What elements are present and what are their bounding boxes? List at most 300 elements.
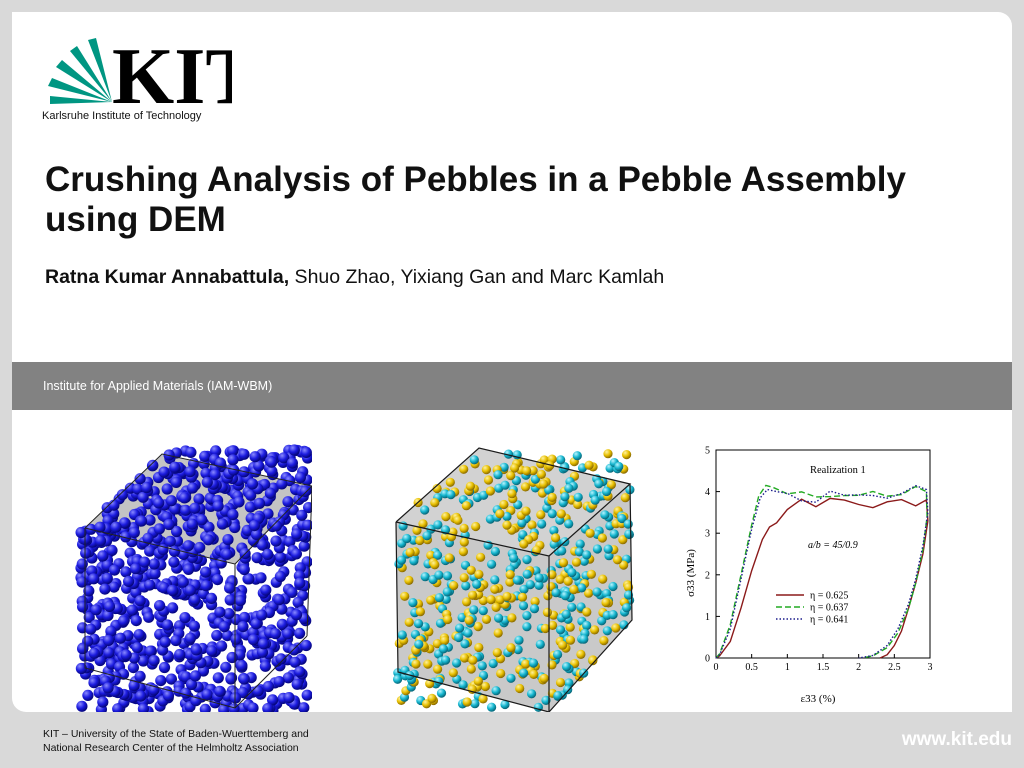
pebble: [574, 493, 583, 502]
pebble: [622, 450, 631, 459]
pebble: [536, 640, 545, 649]
pebble: [80, 548, 91, 559]
pebble: [509, 554, 518, 563]
pebble: [291, 548, 302, 559]
pebble: [507, 613, 516, 622]
pebble: [274, 594, 285, 605]
pebble: [212, 574, 223, 585]
pebble: [598, 533, 607, 542]
y-tick-label: 0: [705, 653, 710, 665]
pebble: [519, 669, 528, 678]
stress-strain-chart: [680, 440, 950, 710]
pebble: [622, 603, 631, 612]
pebble: [239, 564, 250, 575]
pebble: [275, 552, 286, 563]
pebble: [586, 529, 595, 538]
pebble: [88, 573, 99, 584]
logo-subtitle: Karlsruhe Institute of Technology: [42, 110, 202, 122]
pebble: [189, 503, 200, 514]
pebble: [103, 682, 114, 693]
authors: [45, 266, 664, 289]
pebble: [487, 595, 496, 604]
pebble: [217, 518, 228, 529]
pebble: [624, 520, 633, 529]
pebble: [430, 560, 439, 569]
x-tick-label: 1: [784, 662, 790, 673]
slide-title: Crushing Analysis of Pebbles in a Pebble Assembly using DEM: [45, 160, 906, 239]
pebble: [614, 462, 623, 471]
pebble: [608, 582, 617, 591]
pebble: [183, 564, 194, 575]
pebble: [185, 466, 196, 477]
pebble: [556, 575, 565, 584]
pebble: [206, 593, 217, 604]
footer-line-1: KIT – University of the State of Baden-Wuerttemberg and: [43, 728, 309, 740]
pebble: [443, 587, 452, 596]
kit-wordmark: KI: [112, 34, 206, 110]
pebble: [179, 492, 190, 503]
pebble: [134, 629, 145, 640]
pebble: [474, 570, 483, 579]
pebble: [521, 659, 530, 668]
pebble: [465, 616, 474, 625]
pebble: [282, 496, 293, 507]
pebble: [213, 672, 224, 683]
pebble: [286, 587, 297, 598]
pebble: [474, 677, 483, 686]
pebble: [564, 484, 573, 493]
pebble: [206, 645, 217, 656]
pebble: [398, 630, 407, 639]
pebble: [526, 580, 535, 589]
pebble: [522, 555, 531, 564]
pebble: [486, 486, 495, 495]
pebble: [400, 592, 409, 601]
pebble: [166, 495, 177, 506]
pebble: [439, 644, 448, 653]
pebble: [582, 621, 591, 630]
pebble: [610, 529, 619, 538]
pebble: [484, 475, 493, 484]
co-authors: Shuo Zhao, Yixiang Gan and Marc Kamlah: [289, 266, 665, 288]
pebble: [551, 533, 560, 542]
pebble: [462, 501, 471, 510]
pebble: [502, 521, 511, 530]
pebble: [559, 558, 568, 567]
pebble: [552, 588, 561, 597]
x-tick-label: 0: [713, 662, 719, 673]
pebble: [521, 482, 530, 491]
pebble: [569, 585, 578, 594]
pebble: [433, 665, 442, 674]
pebble: [294, 578, 305, 589]
pebble: [283, 692, 294, 703]
pebble: [120, 566, 131, 577]
pebble: [408, 598, 417, 607]
pebble: [404, 576, 413, 585]
pebble: [274, 676, 285, 687]
pebble: [590, 625, 599, 634]
series-line: [716, 485, 927, 658]
pebble: [579, 635, 588, 644]
pebble: [233, 496, 244, 507]
pebble: [174, 649, 185, 660]
pebble: [518, 593, 527, 602]
pebble: [548, 509, 557, 518]
pebble: [421, 572, 430, 581]
pebble: [521, 507, 530, 516]
pebble: [85, 624, 96, 635]
pebble: [441, 512, 450, 521]
pebble: [558, 641, 567, 650]
pebble: [194, 542, 205, 553]
pebble: [602, 487, 611, 496]
pebble: [254, 498, 265, 509]
pebble: [515, 684, 524, 693]
pebble: [494, 628, 503, 637]
pebble: [149, 558, 160, 569]
pebble: [77, 558, 88, 569]
pebble: [189, 621, 200, 632]
pebble: [479, 606, 488, 615]
x-tick-label: 3: [927, 662, 933, 673]
pebble: [89, 648, 100, 659]
pebble: [621, 493, 630, 502]
pebble: [288, 644, 299, 655]
pebble: [225, 594, 236, 605]
pebble: [567, 568, 576, 577]
pebble: [453, 516, 462, 525]
pebble: [529, 670, 538, 679]
pebble: [506, 674, 515, 683]
pebble: [291, 529, 302, 540]
pebble: [476, 553, 485, 562]
pebble: [529, 659, 538, 668]
pebble: [201, 580, 212, 591]
pebble: [132, 642, 143, 653]
pebble: [185, 585, 196, 596]
pebble: [598, 575, 607, 584]
pebble: [147, 460, 158, 471]
pebble: [292, 679, 303, 690]
pebble: [227, 454, 238, 465]
pebble: [561, 591, 570, 600]
y-tick-label: 5: [705, 445, 710, 457]
pebble: [202, 477, 213, 488]
lead-author: Ratna Kumar Annabattula,: [45, 266, 290, 288]
pebble: [519, 539, 528, 548]
pebble: [422, 531, 431, 540]
pebble: [275, 653, 286, 664]
pebble: [604, 545, 613, 554]
pebble: [294, 628, 305, 639]
kit-logo-mark: [42, 34, 232, 110]
pebble: [556, 625, 565, 634]
pebble: [263, 681, 274, 692]
pebble: [577, 583, 586, 592]
plot-frame: [716, 450, 930, 658]
series-line: [716, 498, 928, 658]
pebble: [128, 662, 139, 673]
pebble: [564, 577, 573, 586]
pebble: [564, 519, 573, 528]
pebble: [88, 677, 99, 688]
pebble: [609, 610, 618, 619]
pebble: [455, 624, 464, 633]
pebble: [301, 447, 312, 458]
pebble: [252, 552, 263, 563]
pebble: [435, 593, 444, 602]
pebble: [115, 633, 126, 644]
pebble: [214, 607, 225, 618]
pebble: [168, 557, 179, 568]
pebble: [76, 701, 87, 712]
pebble: [135, 595, 146, 606]
pebble: [409, 556, 418, 565]
pebble: [460, 573, 469, 582]
pebble: [582, 607, 591, 616]
pebble: [466, 482, 475, 491]
pebble: [127, 605, 138, 616]
pebble: [528, 520, 537, 529]
pebble: [414, 640, 423, 649]
pebble: [138, 492, 149, 503]
pebble: [238, 449, 249, 460]
pebble: [519, 601, 528, 610]
pebble: [496, 669, 505, 678]
pebble: [405, 618, 414, 627]
pebble: [262, 549, 273, 560]
pebble: [397, 556, 406, 565]
pebble: [490, 585, 499, 594]
pebble: [123, 576, 134, 587]
slide: [12, 12, 1012, 712]
pebble: [270, 536, 281, 547]
pebble: [591, 496, 600, 505]
pebble: [190, 670, 201, 681]
pebble: [470, 455, 479, 464]
pebble: [539, 479, 548, 488]
pebble: [135, 691, 146, 702]
pebble: [506, 643, 515, 652]
pebble: [553, 650, 562, 659]
pebble: [97, 550, 108, 561]
pebble: [213, 501, 224, 512]
pebble: [255, 572, 266, 583]
pebble: [471, 522, 480, 531]
pebble: [427, 694, 436, 703]
pebble: [200, 567, 211, 578]
pebble: [287, 458, 298, 469]
pebble: [507, 489, 516, 498]
pebble: [414, 619, 423, 628]
pebble: [300, 486, 311, 497]
blue-pebble-cube-image: [67, 436, 312, 712]
pebble: [155, 675, 166, 686]
pebble: [487, 703, 496, 712]
pebble: [235, 595, 246, 606]
pebble: [149, 655, 160, 666]
pebble: [493, 470, 502, 479]
pebble: [582, 550, 591, 559]
pebble: [600, 510, 609, 519]
pebble: [599, 636, 608, 645]
pebble: [202, 689, 213, 700]
pebble: [131, 615, 142, 626]
pebble: [144, 546, 155, 557]
pebble: [183, 540, 194, 551]
pebble: [154, 600, 165, 611]
website-link[interactable]: www.kit.edu: [901, 729, 1012, 750]
pebble: [220, 662, 231, 673]
pebble: [452, 658, 461, 667]
pebble-group: [75, 444, 312, 712]
pebble: [162, 619, 173, 630]
kit-logo: [42, 34, 232, 134]
institute-band: [12, 362, 1012, 410]
pebble: [522, 622, 531, 631]
pebble: [514, 636, 523, 645]
pebble: [443, 615, 452, 624]
pebble: [248, 634, 259, 645]
pebble: [495, 509, 504, 518]
pebble: [587, 570, 596, 579]
pebble: [185, 447, 196, 458]
pebble: [77, 643, 88, 654]
pebble: [143, 612, 154, 623]
x-tick-label: 2.5: [888, 662, 901, 673]
pebble: [77, 577, 88, 588]
pebble: [118, 616, 129, 627]
pebble: [103, 647, 114, 658]
pebble: [472, 580, 481, 589]
pebble: [169, 546, 180, 557]
pebble: [487, 560, 496, 569]
footer-text: [43, 727, 309, 755]
legend-label: η = 0.637: [810, 602, 849, 614]
pebble: [82, 690, 93, 701]
pebble: [159, 662, 170, 673]
pebble: [548, 493, 557, 502]
pebble: [445, 553, 454, 562]
pebble: [139, 557, 150, 568]
pebble: [593, 544, 602, 553]
chart-annotation: a/b = 45/0.9: [808, 540, 858, 551]
pebble: [129, 527, 140, 538]
pebble: [301, 640, 312, 651]
x-tick-label: 0.5: [745, 662, 758, 673]
pebble: [179, 612, 190, 623]
pebble: [91, 604, 102, 615]
pebble: [219, 621, 230, 632]
pebble: [576, 650, 585, 659]
pebble: [130, 563, 141, 574]
pebble: [103, 635, 114, 646]
pebble: [295, 472, 306, 483]
pebble: [467, 664, 476, 673]
pebble: [502, 592, 511, 601]
pebble: [163, 519, 174, 530]
pebble: [537, 519, 546, 528]
pebble: [200, 704, 211, 712]
pebble: [258, 638, 269, 649]
pebble: [572, 558, 581, 567]
pebble: [253, 685, 264, 696]
x-tick-label: 1.5: [816, 662, 830, 673]
pebble: [464, 628, 473, 637]
pebble: [463, 697, 472, 706]
pebble: [411, 659, 420, 668]
pebble: [230, 634, 241, 645]
pebble: [291, 609, 302, 620]
pebble: [423, 660, 432, 669]
pebble: [446, 490, 455, 499]
pebble: [110, 522, 121, 533]
pebble: [239, 673, 250, 684]
y-tick-label: 3: [705, 528, 710, 540]
pebble: [426, 596, 435, 605]
footer-line-2: National Research Center of the Helmholtz Association: [43, 742, 299, 754]
pebble: [169, 462, 180, 473]
pebble: [536, 510, 545, 519]
pebble: [249, 520, 260, 531]
pebble: [459, 547, 468, 556]
pebble: [522, 466, 531, 475]
pebble: [446, 478, 455, 487]
pebble: [294, 666, 305, 677]
pebble: [557, 509, 566, 518]
pebble: [527, 689, 536, 698]
pebble: [95, 535, 106, 546]
pebble: [99, 584, 110, 595]
pebble: [256, 610, 267, 621]
pebble: [492, 686, 501, 695]
pebble: [493, 648, 502, 657]
pebble: [499, 500, 508, 509]
pebble: [266, 457, 277, 468]
pebble: [461, 581, 470, 590]
pebble: [470, 699, 479, 708]
pebble: [460, 524, 469, 533]
pebble: [468, 656, 477, 665]
pebble: [282, 628, 293, 639]
pebble: [136, 515, 147, 526]
pebble: [613, 555, 622, 564]
pebble: [443, 571, 452, 580]
legend-label: η = 0.641: [810, 614, 849, 626]
pebble: [227, 652, 238, 663]
series-line: [716, 486, 928, 658]
pebble: [222, 534, 233, 545]
pebble: [449, 668, 458, 677]
pebble: [406, 548, 415, 557]
pebble: [211, 630, 222, 641]
pebble: [224, 583, 235, 594]
pebble: [440, 636, 449, 645]
institute-name: Institute for Applied Materials (IAM-WBM): [43, 379, 273, 393]
pebble: [250, 451, 261, 462]
pebble: [543, 608, 552, 617]
pebble: [510, 463, 519, 472]
pebble: [522, 611, 531, 620]
pebble: [563, 685, 572, 694]
pebble: [566, 636, 575, 645]
pebble: [117, 489, 128, 500]
pebble: [97, 697, 108, 708]
pebble: [460, 538, 469, 547]
pebble: [160, 637, 171, 648]
pebble: [260, 661, 271, 672]
